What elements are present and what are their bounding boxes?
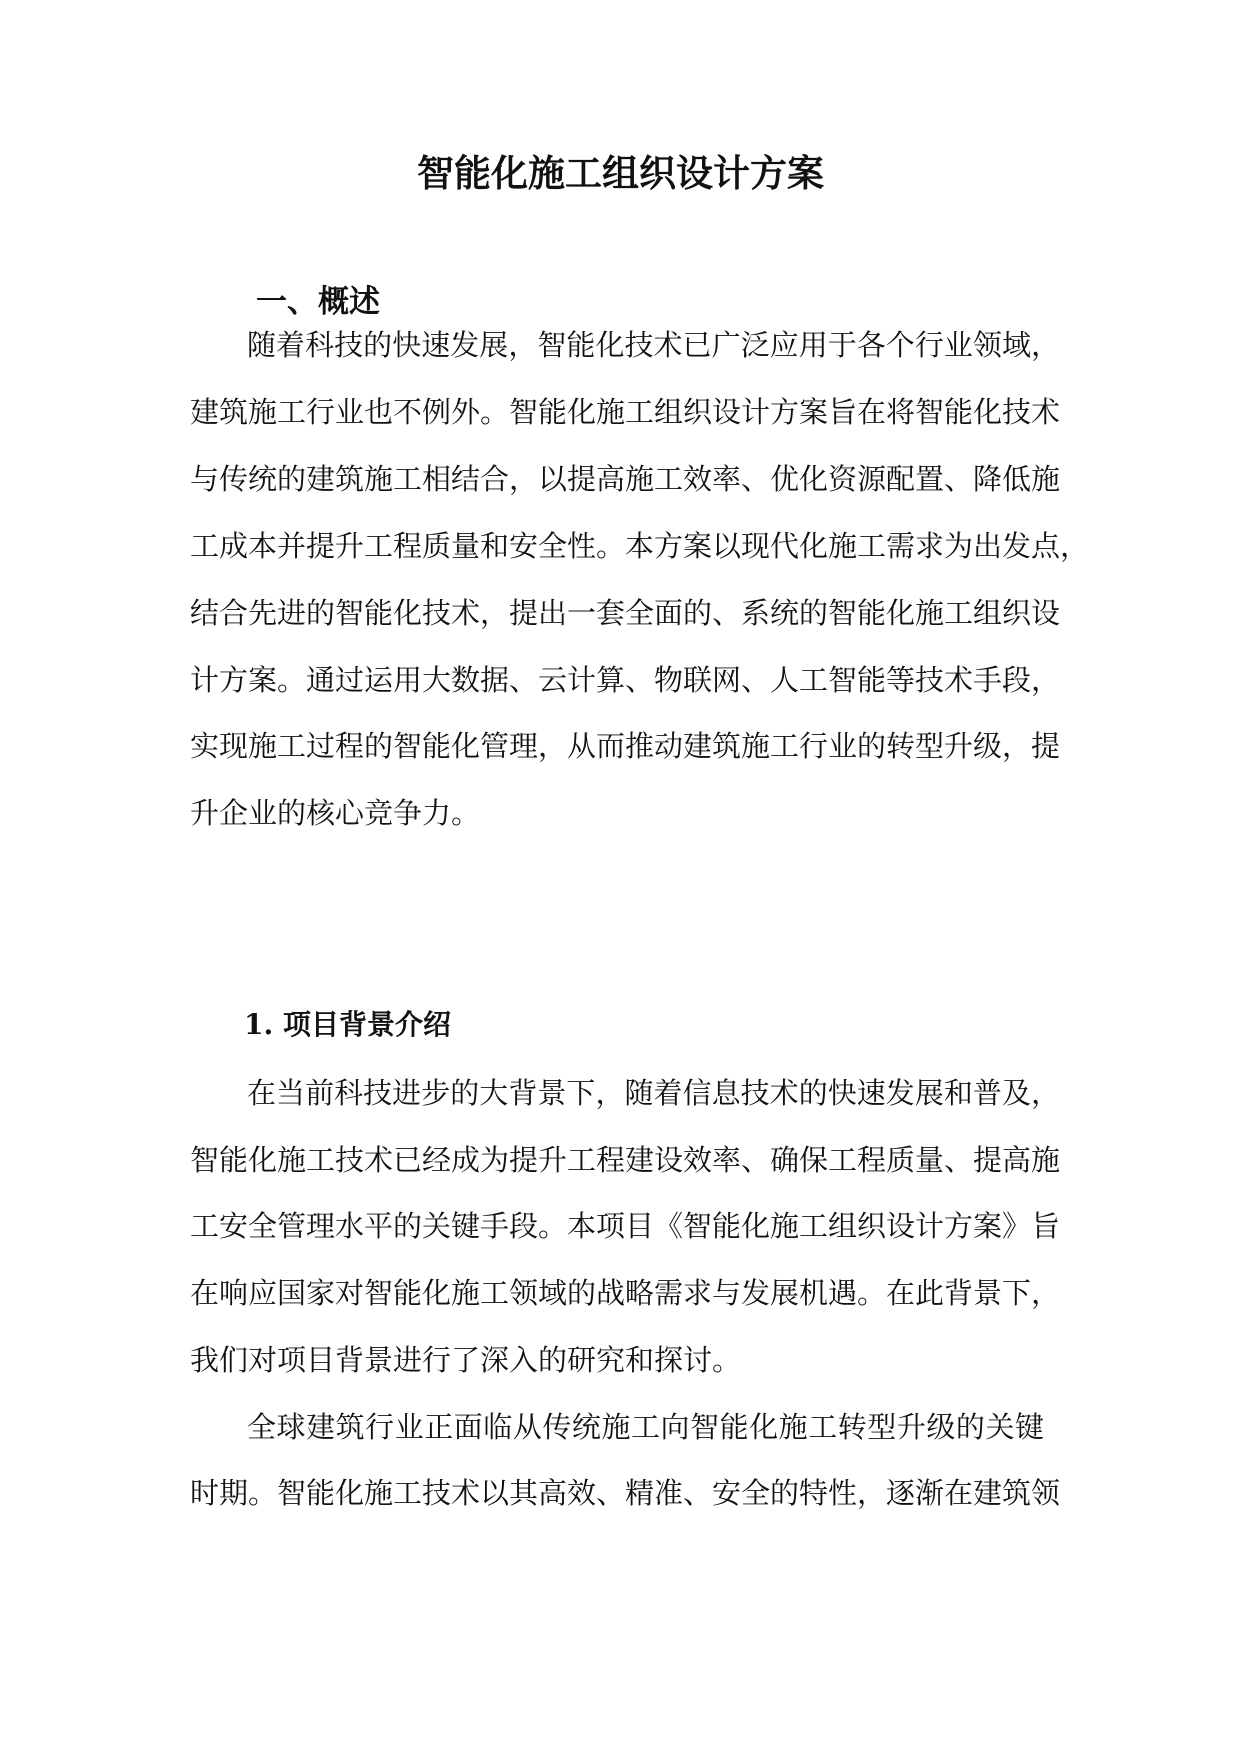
document-title: 智能化施工组织设计方案 (417, 151, 824, 195)
paragraph-line: 计方案。通过运用大数据、云计算、物联网、人工智能等技术手段， (190, 663, 1061, 697)
paragraph-line: 实现施工过程的智能化管理，从而推动建筑施工行业的转型升级，提 (190, 729, 1061, 763)
section-heading-project-background: 1. 项目背景介绍 (244, 1008, 451, 1041)
paragraph-line: 我们对项目背景进行了深入的研究和探讨。 (190, 1343, 742, 1377)
paragraph-line: 智能化施工技术已经成为提升工程建设效率、确保工程质量、提高施 (190, 1143, 1061, 1177)
paragraph-line: 在当前科技进步的大背景下，随着信息技术的快速发展和普及， (247, 1076, 1060, 1110)
paragraph-line: 随着科技的快速发展，智能化技术已广泛应用于各个行业领域， (247, 328, 1060, 362)
paragraph-line: 工成本并提升工程质量和安全性。本方案以现代化施工需求为出发点， (190, 529, 1090, 563)
paragraph-line: 结合先进的智能化技术，提出一套全面的、系统的智能化施工组织设 (190, 596, 1061, 630)
paragraph-line: 工安全管理水平的关键手段。本项目《智能化施工组织设计方案》旨 (190, 1209, 1061, 1243)
paragraph-line: 与传统的建筑施工相结合，以提高施工效率、优化资源配置、降低施 (190, 462, 1061, 496)
paragraph-line: 在响应国家对智能化施工领域的战略需求与发展机遇。在此背景下， (190, 1276, 1061, 1310)
paragraph-line: 建筑施工行业也不例外。智能化施工组织设计方案旨在将智能化技术 (190, 395, 1061, 429)
paragraph-line: 全球建筑行业正面临从传统施工向智能化施工转型升级的关键 (247, 1410, 1044, 1444)
paragraph-line: 时期。智能化施工技术以其高效、精准、安全的特性，逐渐在建筑领 (190, 1476, 1061, 1510)
section-heading-overview: 一、概述 (256, 284, 380, 320)
paragraph-line: 升企业的核心竞争力。 (190, 796, 481, 830)
